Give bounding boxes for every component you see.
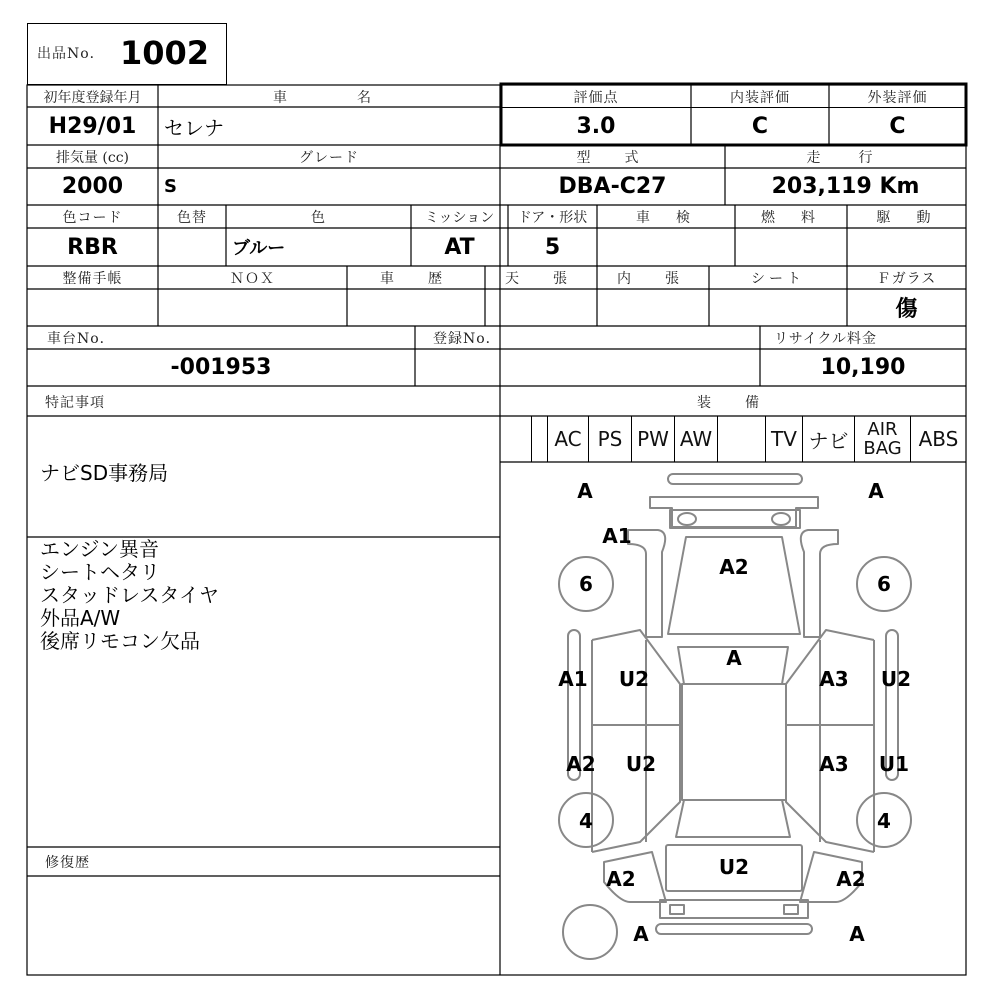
notes-bottom-line-1: エンジン異音 [40, 537, 159, 561]
doors-value: 5 [544, 234, 561, 260]
fuel-value [735, 228, 847, 266]
headlight-left-shape [678, 513, 696, 525]
nox-value [158, 289, 347, 326]
mark-roof: A [726, 646, 742, 670]
mark-rear-right-corner: A [849, 922, 865, 946]
seat-value [709, 289, 847, 326]
mileage-label: 走 行 [806, 149, 885, 166]
lot-number: 1002 [120, 34, 210, 72]
mark-tire-rear-left: 4 [579, 809, 593, 833]
recycle-value: 10,190 [820, 355, 906, 380]
score-value: 3.0 [576, 113, 616, 139]
roof-value [485, 289, 597, 326]
equipment-airbag: AIR BAG [854, 416, 910, 462]
mark-left-front-door: U2 [618, 667, 650, 691]
notes-bottom-line-4: 外品A/W [40, 606, 121, 630]
history-value [347, 289, 485, 326]
interior-label: 内装評価 [730, 89, 790, 106]
notes-bottom-line-3: スタッドレスタイヤ [40, 583, 219, 607]
model-label: 型 式 [576, 149, 649, 166]
roof-label: 天 張 [505, 270, 577, 287]
displacement-label: 排気量 (cc) [55, 149, 130, 166]
front-grille-shape [650, 497, 818, 527]
taillight-left-shape [670, 905, 684, 914]
inspection-value [597, 228, 735, 266]
mark-right-front-door: A3 [819, 667, 849, 691]
exterior-value: C [889, 113, 906, 139]
reg-year-value: H29/01 [48, 113, 137, 139]
interior-lining-label: 内 張 [617, 270, 689, 287]
taillight-right-shape [784, 905, 798, 914]
chassis-value: -001953 [170, 355, 272, 380]
left-body-shape [592, 630, 680, 852]
headlight-right-shape [772, 513, 790, 525]
mark-tire-front-left: 6 [579, 572, 593, 596]
mark-tire-front-right: 6 [877, 572, 891, 596]
interior-lining-value [597, 289, 709, 326]
doors-label: ドア・形状 [517, 209, 588, 226]
drive-value [847, 228, 966, 266]
equipment-ps: PS [588, 416, 631, 462]
equipment-label: 装 備 [697, 394, 769, 411]
rear-bumper-shape [660, 900, 808, 918]
fuel-label: 燃 料 [761, 209, 821, 226]
mark-rear-right-quarter: A2 [836, 867, 866, 891]
mark-rear-left-quarter: A2 [606, 867, 636, 891]
f-glass-value: 傷 [895, 296, 918, 322]
seat-label: シート [751, 270, 805, 287]
mark-right-rear-door: A3 [819, 752, 849, 776]
equipment-ac: AC [547, 416, 588, 462]
exterior-label: 外装評価 [867, 89, 928, 106]
mark-trunk: U2 [718, 855, 750, 879]
mileage-value: 203,119 Km [771, 174, 920, 199]
maintenance-value [27, 289, 158, 326]
equipment-tv: TV [765, 416, 802, 462]
mark-front-left-corner: A [577, 479, 593, 503]
mark-rear-left-corner: A [633, 922, 649, 946]
score-label: 評価点 [573, 89, 619, 106]
notes-bottom-line-5: 後席リモコン欠品 [40, 629, 200, 653]
right-body-shape [786, 630, 874, 852]
history-label: 車 歴 [380, 270, 452, 287]
notes-label: 特記事項 [45, 394, 105, 411]
mark-left-rear-door: U2 [625, 752, 657, 776]
reg-year-label: 初年度登録年月 [43, 89, 142, 106]
mark-left-front-door-edge: A1 [558, 667, 588, 691]
repair-value [27, 876, 500, 975]
spare-tire-shape [563, 905, 617, 959]
drive-label: 駆 動 [876, 209, 937, 226]
inspection-label: 車 検 [636, 209, 696, 226]
nox-label: ＮＯＸ [230, 270, 275, 287]
hood-shape [668, 537, 800, 634]
front-left-fender-shape [628, 530, 665, 637]
displacement-value: 2000 [61, 174, 124, 199]
notes-top-line: ナビSD事務局 [40, 461, 169, 485]
color-code-label: 色コード [62, 209, 123, 226]
interior-value: C [751, 113, 769, 139]
transmission-label: ミッション [424, 209, 495, 226]
color-code-value: RBR [67, 234, 118, 260]
repair-label: 修復歴 [45, 855, 90, 871]
roof-shape [682, 684, 786, 800]
mark-right-front-door-edge: U2 [880, 667, 912, 691]
equipment-abs: ABS [910, 416, 966, 462]
chassis-label: 車台No． [47, 330, 115, 347]
equipment-slot-blank-2 [717, 416, 765, 462]
mark-hood: A2 [719, 555, 749, 579]
transmission-value: AT [444, 234, 475, 260]
rear-window-shape [676, 800, 790, 837]
equipment-aw: AW [674, 416, 717, 462]
car-name-label: 車 名 [273, 89, 385, 106]
notes-bottom-line-2: シートヘタリ [40, 560, 160, 584]
lot-label: 出品No． [37, 46, 105, 62]
color-value: ブルー [232, 238, 286, 259]
equipment-navi: ナビ [802, 416, 854, 462]
maintenance-label: 整備手帳 [62, 270, 123, 287]
color-label: 色 [311, 209, 326, 226]
grade-value: S [164, 176, 177, 197]
grade-label: グレード [299, 149, 359, 166]
equipment-pw: PW [631, 416, 674, 462]
car-damage-diagram [500, 462, 966, 975]
car-name-value: セレナ [164, 115, 224, 140]
rear-bumper-lower-shape [656, 924, 812, 934]
mark-right-rear-door-edge: U1 [878, 752, 910, 776]
recycle-label: リサイクル料金 [774, 330, 878, 347]
color-change-value [158, 228, 226, 266]
color-change-label: 色替 [177, 209, 207, 226]
registration-value [415, 349, 760, 386]
front-right-fender-shape [801, 530, 838, 637]
front-bumper-shape [668, 474, 802, 484]
registration-label: 登録No． [433, 330, 501, 347]
mark-tire-rear-right: 4 [877, 809, 891, 833]
mark-left-rear-door-edge: A2 [566, 752, 596, 776]
equipment-slot-blank-1 [531, 416, 547, 462]
model-value: DBA-C27 [558, 174, 667, 199]
f-glass-label: Ｆガラス [876, 270, 937, 287]
mark-hood-left: A1 [602, 524, 632, 548]
mark-front-right-corner: A [868, 479, 884, 503]
